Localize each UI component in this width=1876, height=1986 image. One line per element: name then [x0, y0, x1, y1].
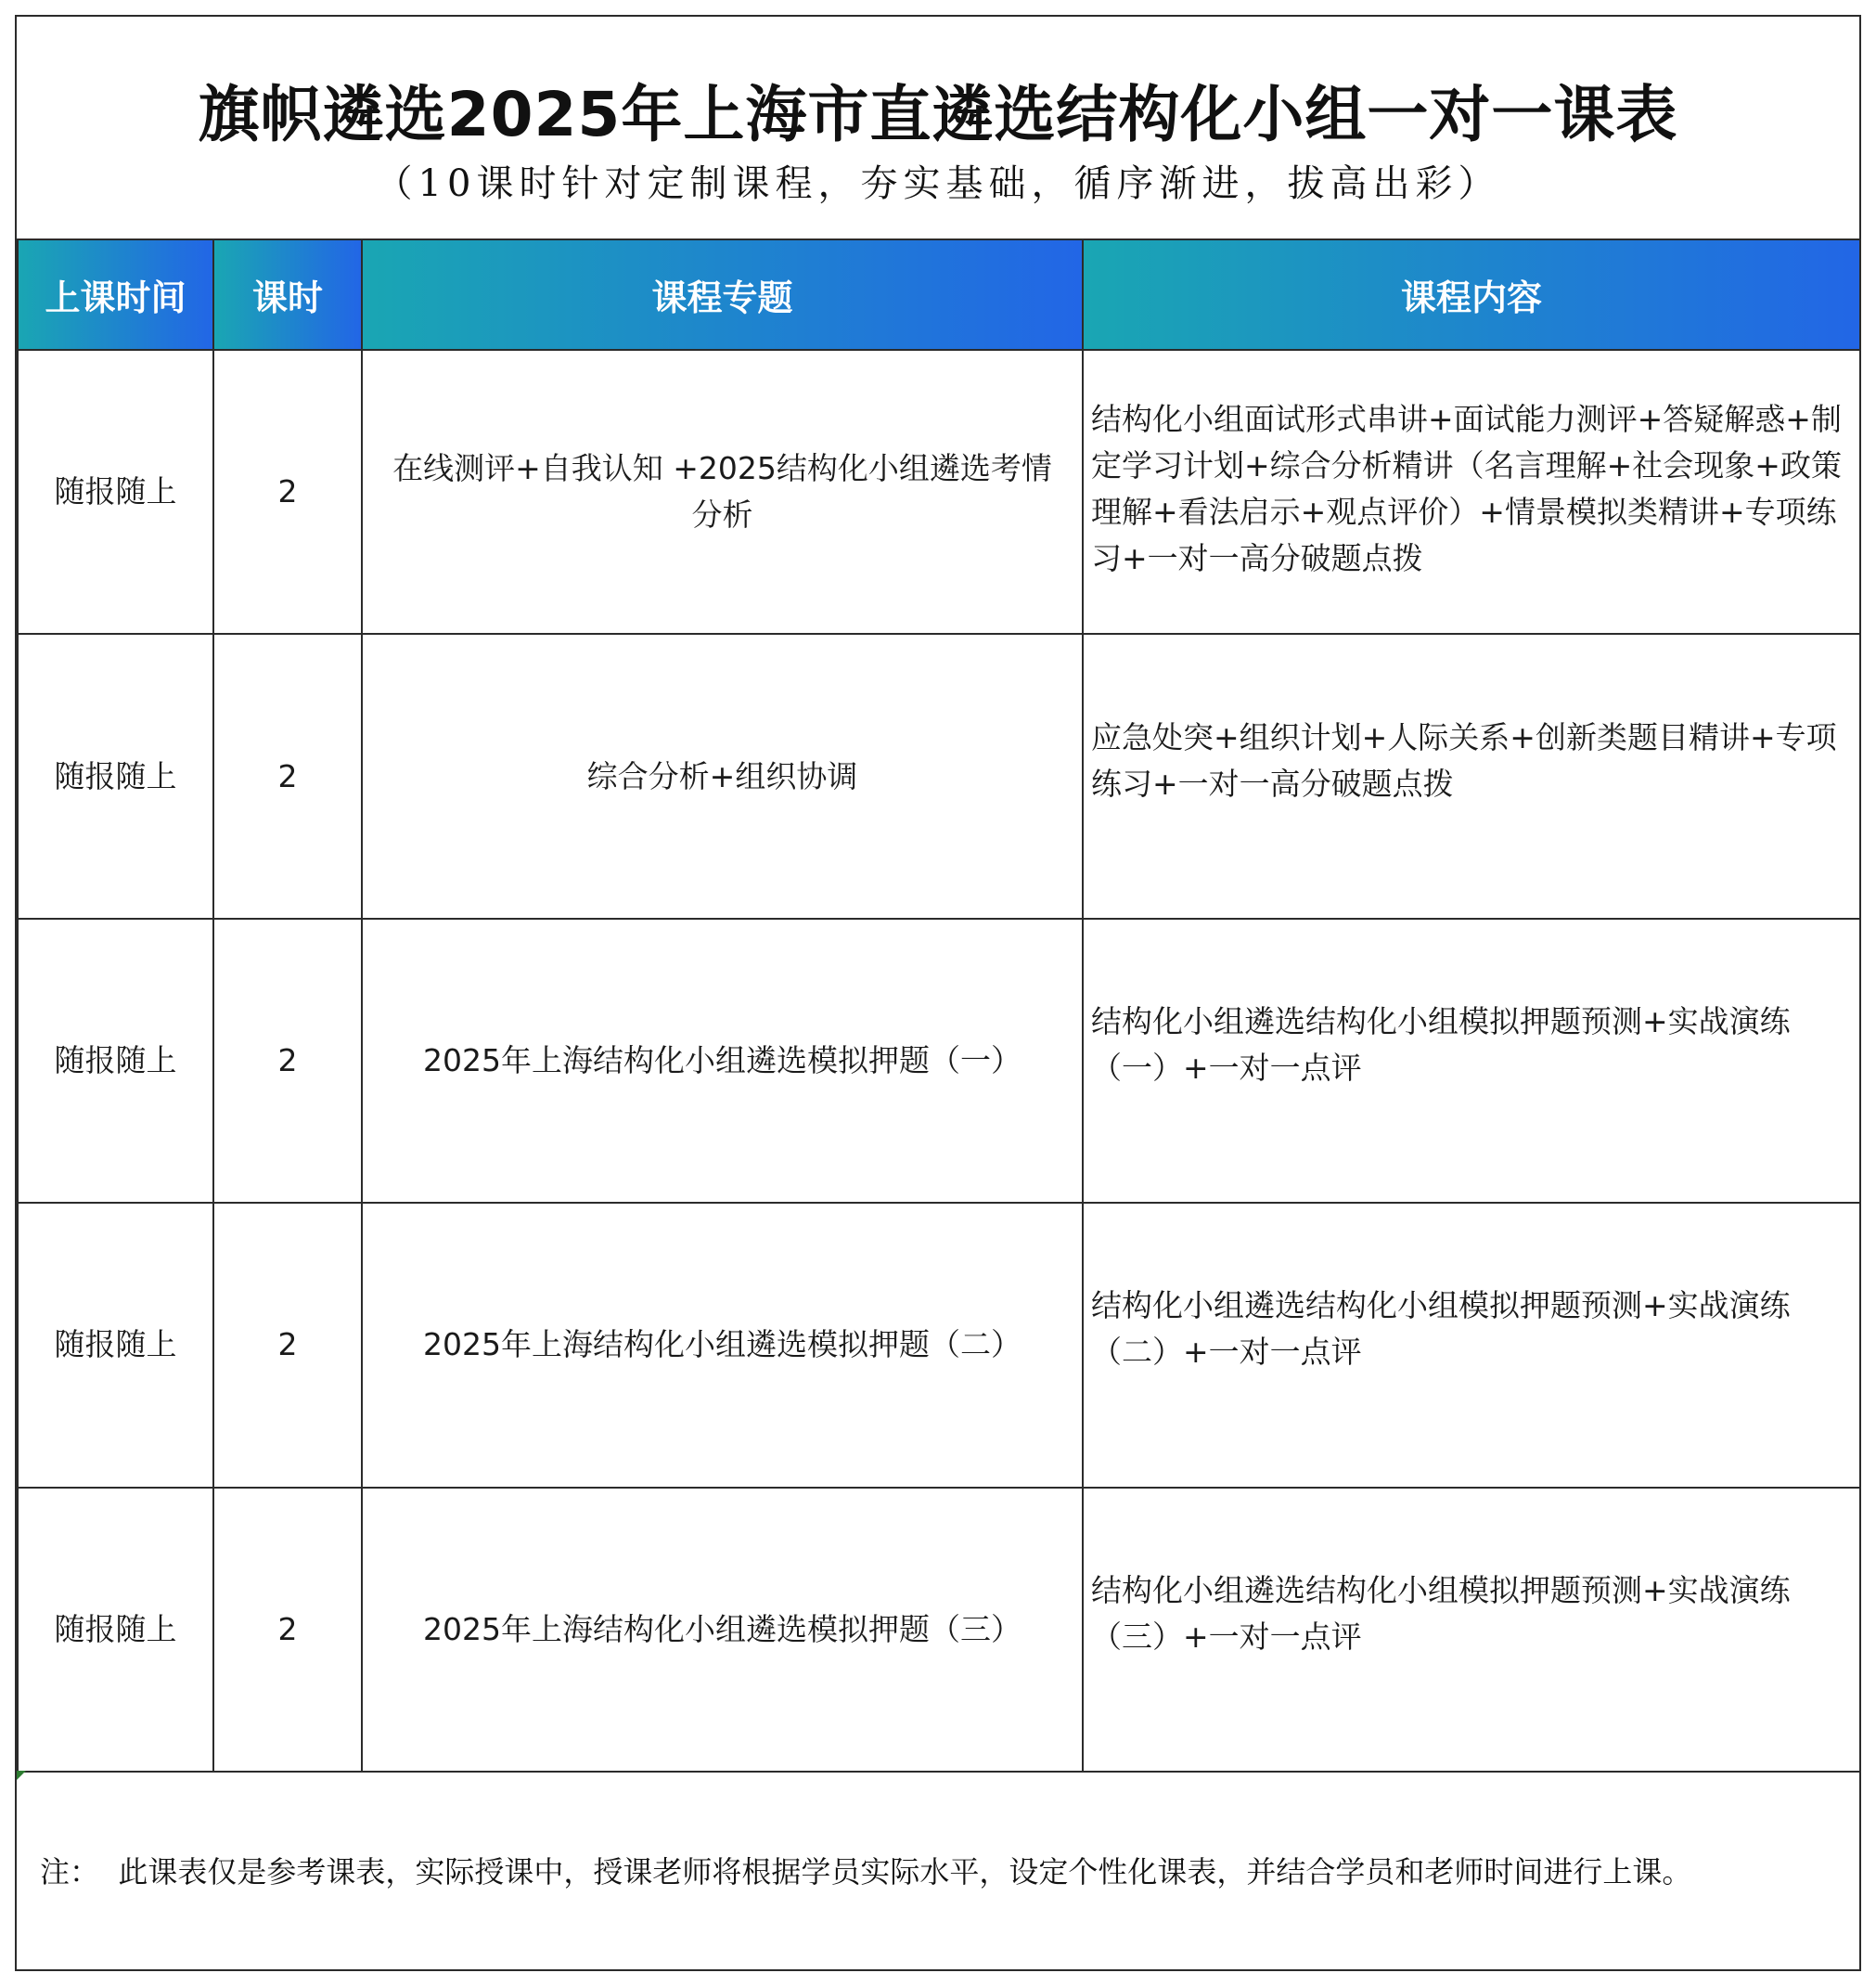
- cell-hours: 2: [213, 350, 362, 634]
- note-block: [17, 1773, 1859, 1971]
- column-header-hours: 课时: [213, 239, 362, 350]
- cell-hours: 2: [213, 919, 362, 1203]
- table-row: [18, 919, 1860, 1203]
- column-header-content: 课程内容: [1083, 239, 1860, 350]
- column-header-time: 上课时间: [18, 239, 213, 350]
- cell-content-text: 结构化小组遴选结构化小组模拟押题预测+实战演练（二）+一对一点评: [1091, 1287, 1791, 1371]
- cell-content-text: 应急处突+组织计划+人际关系+创新类题目精讲+专项练习+一对一高分破题点拨: [1091, 718, 1837, 802]
- table-row: [18, 350, 1860, 634]
- page-title: 旗帜遴选2025年上海市直遴选结构化小组一对一课表: [198, 79, 1678, 150]
- cell-topic: 2025年上海结构化小组遴选模拟押题（二）: [362, 1203, 1083, 1487]
- cell-topic: 2025年上海结构化小组遴选模拟押题（三）: [362, 1488, 1083, 1772]
- table-header-row: [18, 239, 1860, 350]
- cell-content: [1083, 1203, 1860, 1487]
- schedule-sheet: [15, 15, 1861, 1971]
- cell-content: [1083, 634, 1860, 918]
- cell-content-text: 结构化小组面试形式串讲+面试能力测评+答疑解惑+制定学习计划+综合分析精讲（名言理解+社会现象+政策理解+看法启示+观点评价）+情景模拟类精讲+专项练习+一对一高分破题点拨: [1091, 401, 1842, 577]
- cell-time: 随报随上: [18, 634, 213, 918]
- cell-hours: 2: [213, 634, 362, 918]
- cell-content: [1083, 350, 1860, 634]
- cell-content-text: 结构化小组遴选结构化小组模拟押题预测+实战演练（三）+一对一点评: [1091, 1571, 1791, 1655]
- title-block: [17, 17, 1859, 239]
- cell-topic: 2025年上海结构化小组遴选模拟押题（一）: [362, 919, 1083, 1203]
- table-row: [18, 1488, 1860, 1772]
- table-row: [18, 1203, 1860, 1487]
- cell-time: 随报随上: [18, 1488, 213, 1772]
- page-subtitle: （10课时针对定制课程，夯实基础，循序渐进，拔高出彩）: [375, 162, 1501, 205]
- cell-hours: 2: [213, 1488, 362, 1772]
- cell-time: 随报随上: [18, 1203, 213, 1487]
- cell-time: 随报随上: [18, 919, 213, 1203]
- cell-time: 随报随上: [18, 350, 213, 634]
- cell-topic: 综合分析+组织协调: [362, 634, 1083, 918]
- cell-topic: 在线测评+自我认知 +2025结构化小组遴选考情分析: [362, 350, 1083, 634]
- schedule-table: [17, 239, 1861, 1773]
- cell-content: [1083, 1488, 1860, 1772]
- cell-content: [1083, 919, 1860, 1203]
- table-row: [18, 634, 1860, 918]
- cell-content-text: 结构化小组遴选结构化小组模拟押题预测+实战演练（一）+一对一点评: [1091, 1002, 1791, 1086]
- footnote: 注： 此课表仅是参考课表，实际授课中，授课老师将根据学员实际水平，设定个性化课表，并结合学员和老师时间进行上课。: [40, 1854, 1692, 1889]
- column-header-topic: 课程专题: [362, 239, 1083, 350]
- cell-hours: 2: [213, 1203, 362, 1487]
